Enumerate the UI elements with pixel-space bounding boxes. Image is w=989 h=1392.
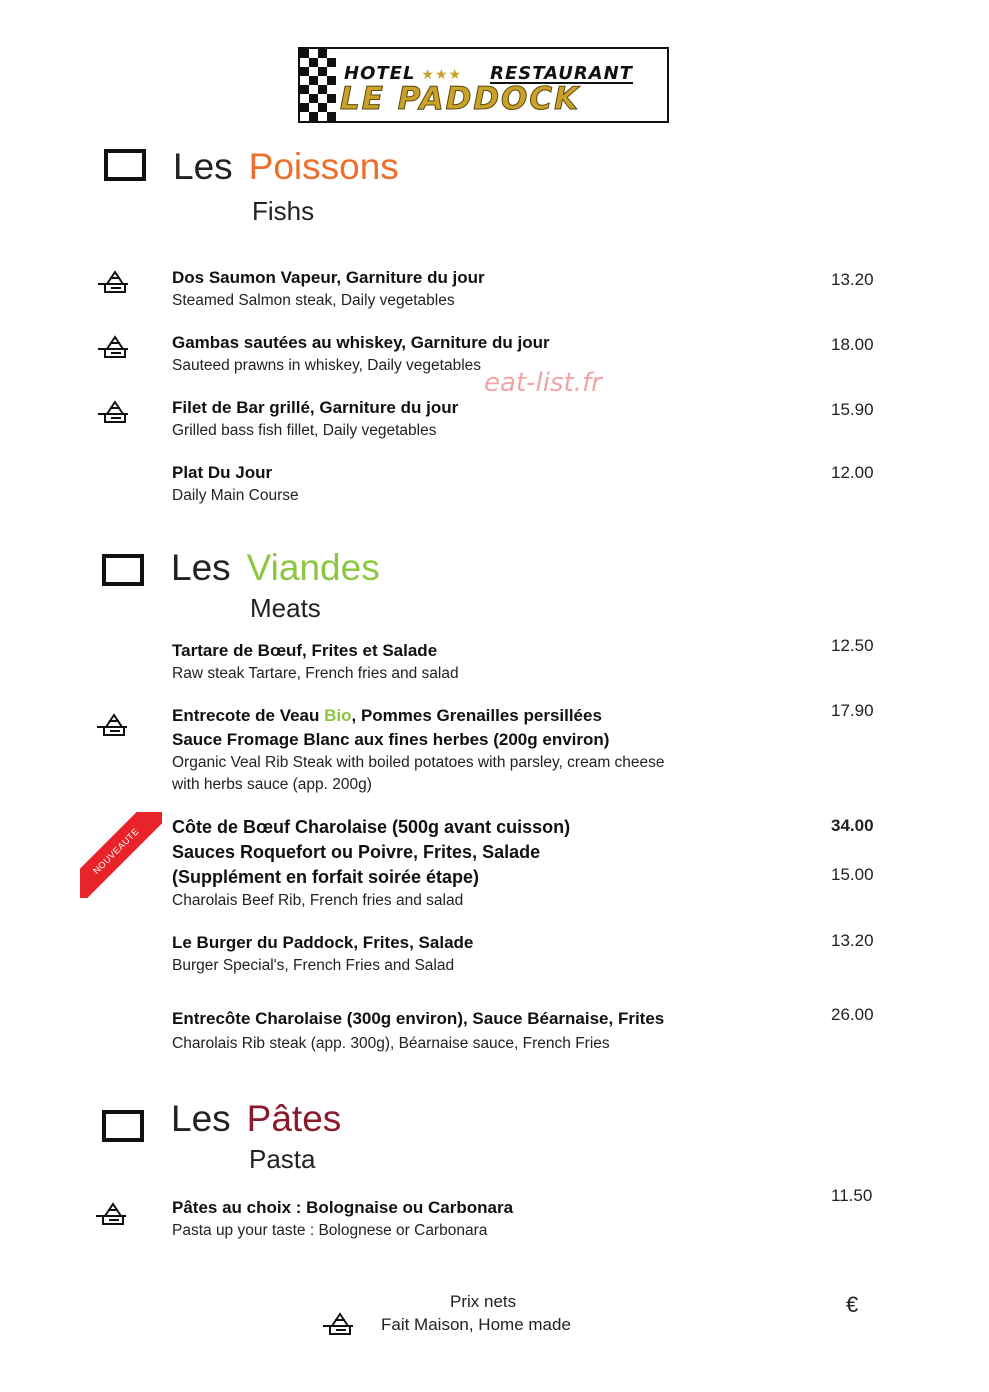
item-name-en: Burger Special's, French Fries and Salad: [172, 957, 455, 974]
section-checkbox-icon: [104, 149, 146, 181]
item-name-en: Daily Main Course: [172, 487, 299, 504]
homemade-icon: [94, 711, 130, 737]
menu-item-tartare: [172, 639, 792, 685]
item-price: 26.00: [831, 1005, 874, 1024]
item-supplement-fr: (Supplément en forfait soirée étape): [172, 867, 480, 887]
item-name-fr: Côte de Bœuf Charolaise (500g avant cuisson): [172, 817, 571, 837]
currency-symbol: €: [846, 1292, 859, 1317]
item-name-fr: Le Burger du Paddock, Frites, Salade: [172, 933, 474, 952]
menu-item-plat-du-jour: [172, 461, 792, 507]
homemade-legend: Fait Maison, Home made: [381, 1315, 571, 1334]
section-prefix: Les: [171, 1098, 231, 1139]
item-name-fr: Tartare de Bœuf, Frites et Salade: [172, 641, 438, 660]
item-name-fr: [172, 704, 792, 728]
homemade-icon: [93, 1200, 129, 1226]
item-sauce-fr: Sauces Roquefort ou Poivre, Frites, Salade: [172, 842, 541, 862]
section-checkbox-icon: [102, 1110, 144, 1142]
section-name: Pâtes: [246, 1098, 342, 1139]
item-name-en: Charolais Beef Rib, French fries and salad: [172, 892, 464, 909]
section-title-pates: [171, 1098, 341, 1140]
item-price: 13.20: [831, 931, 874, 950]
menu-item-burger: [172, 931, 792, 977]
logo-restaurant: RESTAURANT: [490, 63, 633, 84]
item-name-fr: Pâtes au choix : Bolognaise ou Carbonara: [172, 1198, 514, 1217]
item-name-en: Steamed Salmon steak, Daily vegetables: [172, 292, 455, 309]
section-checkbox-icon: [102, 554, 144, 586]
item-price: 12.50: [831, 636, 874, 655]
item-price: 15.90: [831, 400, 874, 419]
item-name-fr: Entrecôte Charolaise (300g environ), Sauce Béarnaise, Frites: [172, 1009, 665, 1028]
section-name: Viandes: [246, 547, 380, 588]
menu-item-saumon: [172, 266, 792, 312]
item-price: 18.00: [831, 335, 874, 354]
menu-item-veau: [172, 704, 792, 796]
item-price: 12.00: [831, 463, 874, 482]
item-price: 11.50: [831, 1186, 873, 1205]
restaurant-logo: [298, 47, 669, 123]
homemade-icon: [95, 268, 131, 294]
checkered-flag-icon: [300, 49, 336, 121]
item-price: 17.90: [831, 701, 874, 720]
net-prices-note: Prix nets: [450, 1292, 517, 1311]
item-name-en: Charolais Rib steak (app. 300g), Béarnaise sauce, French Fries: [172, 1035, 610, 1052]
logo-hotel: HOTEL: [344, 63, 416, 84]
new-badge-label: NOUVEAUTE: [80, 812, 162, 898]
logo-stars: ★★★: [421, 67, 463, 83]
item-name-en: Grilled bass fish fillet, Daily vegetables: [172, 422, 437, 439]
homemade-icon: [95, 398, 131, 424]
section-subtitle-viandes: Meats: [250, 593, 321, 623]
menu-item-entrecote: [172, 1007, 792, 1055]
watermark: eat-list.fr: [484, 368, 602, 398]
menu-item-cote-de-boeuf: [172, 815, 792, 912]
item-name-en: Raw steak Tartare, French fries and salad: [172, 665, 459, 682]
item-name-fr: Filet de Bar grillé, Garniture du jour: [172, 398, 459, 417]
item-name-fr: Gambas sautées au whiskey, Garniture du jour: [172, 333, 550, 352]
item-price: 13.20: [831, 270, 874, 289]
section-prefix: Les: [173, 146, 233, 187]
menu-item-pates: [172, 1196, 792, 1242]
section-subtitle-pates: Pasta: [249, 1144, 316, 1174]
section-subtitle-poissons: Fishs: [252, 196, 315, 226]
homemade-icon: [95, 333, 131, 359]
homemade-icon: [320, 1310, 356, 1336]
section-title-poissons: [173, 146, 399, 188]
item-name-en: Pasta up your taste : Bolognese or Carbonara: [172, 1222, 488, 1239]
item-name-en: Sauteed prawns in whiskey, Daily vegetables: [172, 357, 482, 374]
menu-item-bar: [172, 396, 792, 442]
item-sauce-fr: Sauce Fromage Blanc aux fines herbes (200g environ): [172, 730, 610, 749]
item-name-fr-part1: Entrecote de Veau: [172, 706, 325, 725]
section-title-viandes: [171, 547, 380, 589]
bio-label: Bio: [324, 706, 352, 725]
item-name-en-2: with herbs sauce (app. 200g): [172, 776, 372, 793]
logo-name: LE PADDOCK: [340, 81, 581, 117]
item-price: 34.00: [831, 816, 874, 835]
item-name-en: Organic Veal Rib Steak with boiled potatoes with parsley, cream cheese: [172, 754, 665, 771]
item-price-supplement: 15.00: [831, 865, 874, 884]
item-name-fr: Dos Saumon Vapeur, Garniture du jour: [172, 268, 485, 287]
item-name-fr: Plat Du Jour: [172, 463, 273, 482]
new-badge: [80, 812, 162, 898]
item-name-fr-part2: , Pommes Grenailles persillées: [351, 706, 602, 725]
section-name: Poissons: [248, 146, 399, 187]
section-prefix: Les: [171, 547, 231, 588]
menu-item-gambas: [172, 331, 792, 377]
